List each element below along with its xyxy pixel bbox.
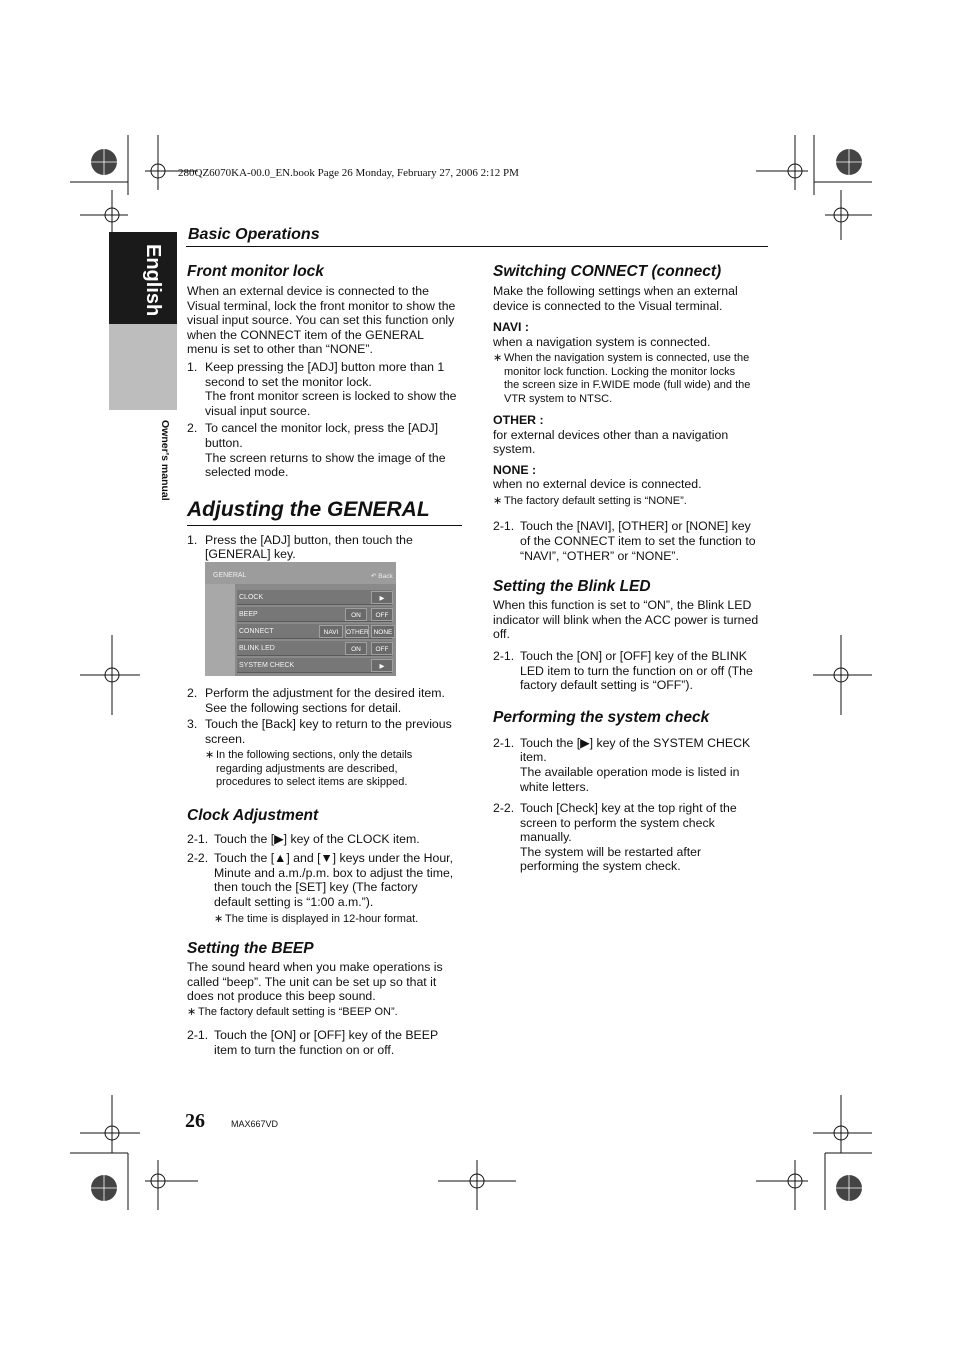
- general-step-1: 1. Press the [ADJ] button, then touch the [GENERAL] key.: [187, 532, 413, 562]
- beep-intro: The sound heard when you make operations is called “beep”. The unit can be set up so that it does not produce this beep sound.: [187, 959, 443, 1004]
- connect-none-button[interactable]: NONE: [371, 625, 395, 638]
- side-tab-light: [109, 324, 177, 501]
- side-tab-dark: [109, 232, 177, 324]
- blink-step: 2-1. Touch the [ON] or [OFF] key of the BLINK LED item to turn the function on or off (The factory default setting is “OFF”).: [493, 648, 753, 693]
- syscheck-step-1: 2-1. Touch the [▶] key of the SYSTEM CHECK item. The available operation mode is listed in white letters.: [493, 735, 751, 794]
- beep-note: ∗ The factory default setting is “BEEP ON”.: [187, 1005, 398, 1018]
- blink-title: Setting the Blink LED: [493, 578, 651, 596]
- screen-row-blink-led[interactable]: BLINK LED: [237, 641, 392, 656]
- front-lock-step-2: 2. To cancel the monitor lock, press the [ADJ] button. The screen returns to show the image of the selected mode.: [187, 421, 446, 480]
- clock-title: Clock Adjustment: [187, 806, 319, 824]
- general-note: ∗ In the following sections, only the details regarding adjustments are described, procedures to select items are skipped.: [205, 749, 413, 789]
- model-number: MAX667VD: [231, 1119, 279, 1129]
- blink-intro: When this function is set to “ON”, the Blink LED indicator will blink when the ACC power is turned off.: [493, 598, 759, 642]
- page-number: 26: [185, 1110, 205, 1132]
- screen-row-system-check[interactable]: SYSTEM CHECK: [237, 658, 392, 673]
- none-label: NONE :: [493, 462, 537, 477]
- connect-navi-button[interactable]: NAVI: [319, 625, 343, 638]
- front-lock-intro: When an external device is connected to the Visual terminal, lock the front monitor to show the visual input source. You can set this function only when the CONNECT item of the GENERAL menu is set to other than “NONE”.: [187, 284, 456, 357]
- none-note: ∗ The factory default setting is “NONE”.: [493, 494, 687, 507]
- syscheck-step-2: 2-2. Touch [Check] key at the top right of the screen to perform the system check manually. The system will be restarted after performing the system check.: [493, 801, 737, 874]
- right-column: [493, 263, 769, 874]
- general-title: Adjusting the GENERAL: [187, 497, 430, 521]
- other-text: for external devices other than a navigation system.: [493, 427, 729, 457]
- beep-title: Setting the BEEP: [187, 939, 314, 957]
- blink-on-button[interactable]: ON: [345, 642, 367, 655]
- front-lock-step-1: 1. Keep pressing the [ADJ] button more than 1 second to set the monitor lock. The front monitor screen is locked to show the visual input source.: [187, 359, 457, 418]
- screen-row-connect[interactable]: CONNECT: [237, 624, 392, 639]
- screen-title: GENERAL: [213, 572, 247, 579]
- blink-off-button[interactable]: OFF: [371, 642, 393, 655]
- manual-label: Owner's manual: [159, 420, 171, 501]
- screen-row-clock[interactable]: CLOCK: [237, 590, 392, 605]
- section-rule: [186, 246, 768, 247]
- system-check-arrow-button[interactable]: ▶: [371, 659, 393, 672]
- file-info: 280QZ6070KA-00.0_EN.book Page 26 Monday, February 27, 2006 2:12 PM: [178, 167, 519, 179]
- navi-note: ∗ When the navigation system is connected, use the monitor lock function. Locking the monitor locks the screen size in F.WIDE mode (full wide) and the VTR system to NTSC.: [493, 352, 751, 405]
- navi-text: when a navigation system is connected.: [493, 334, 711, 349]
- connect-step: 2-1. Touch the [NAVI], [OTHER] or [NONE] key of the CONNECT item to set the function to “NAVI”, “OTHER” or “NONE”.: [493, 519, 756, 563]
- navi-label: NAVI :: [493, 320, 529, 335]
- clock-note: ∗ The time is displayed in 12-hour format.: [214, 912, 419, 925]
- general-menu-screenshot: [205, 562, 396, 676]
- screen-back-button[interactable]: ↶ Back: [371, 573, 393, 580]
- language-label: English: [142, 244, 164, 317]
- general-step-3: 3. Touch the [Back] key to return to the previous screen.: [187, 717, 452, 746]
- general-rule: [187, 525, 462, 526]
- front-lock-title: Front monitor lock: [187, 263, 324, 280]
- left-column-lower: [187, 686, 462, 1057]
- section-title: Basic Operations: [188, 226, 320, 243]
- connect-intro: Make the following settings when an external device is connected to the Visual terminal.: [493, 284, 738, 313]
- beep-on-button[interactable]: ON: [345, 608, 367, 621]
- beep-step: 2-1. Touch the [ON] or [OFF] key of the BEEP item to turn the function on or off.: [187, 1028, 439, 1057]
- syscheck-title: Performing the system check: [493, 708, 710, 726]
- connect-title: Switching CONNECT (connect): [493, 263, 722, 280]
- connect-other-button[interactable]: OTHER: [345, 625, 369, 638]
- left-column: [187, 263, 462, 562]
- general-step-2: 2. Perform the adjustment for the desired item. See the following sections for detail.: [187, 686, 445, 715]
- clock-step-1: 2-1. Touch the [▶] key of the CLOCK item.: [187, 831, 420, 846]
- beep-off-button[interactable]: OFF: [371, 608, 393, 621]
- clock-step-2: 2-2. Touch the [▲] and [▼] keys under the Hour, Minute and a.m./p.m. box to adjust the time, then touch the [SET] key (The factory default setting is “1:00 a.m.”).: [187, 851, 454, 909]
- other-label: OTHER :: [493, 413, 544, 427]
- side-tab: [109, 232, 177, 501]
- clock-arrow-button[interactable]: ▶: [371, 591, 393, 604]
- screen-side-panel: [205, 584, 235, 676]
- none-text: when no external device is connected.: [493, 477, 702, 492]
- screen-row-beep[interactable]: BEEP: [237, 607, 392, 622]
